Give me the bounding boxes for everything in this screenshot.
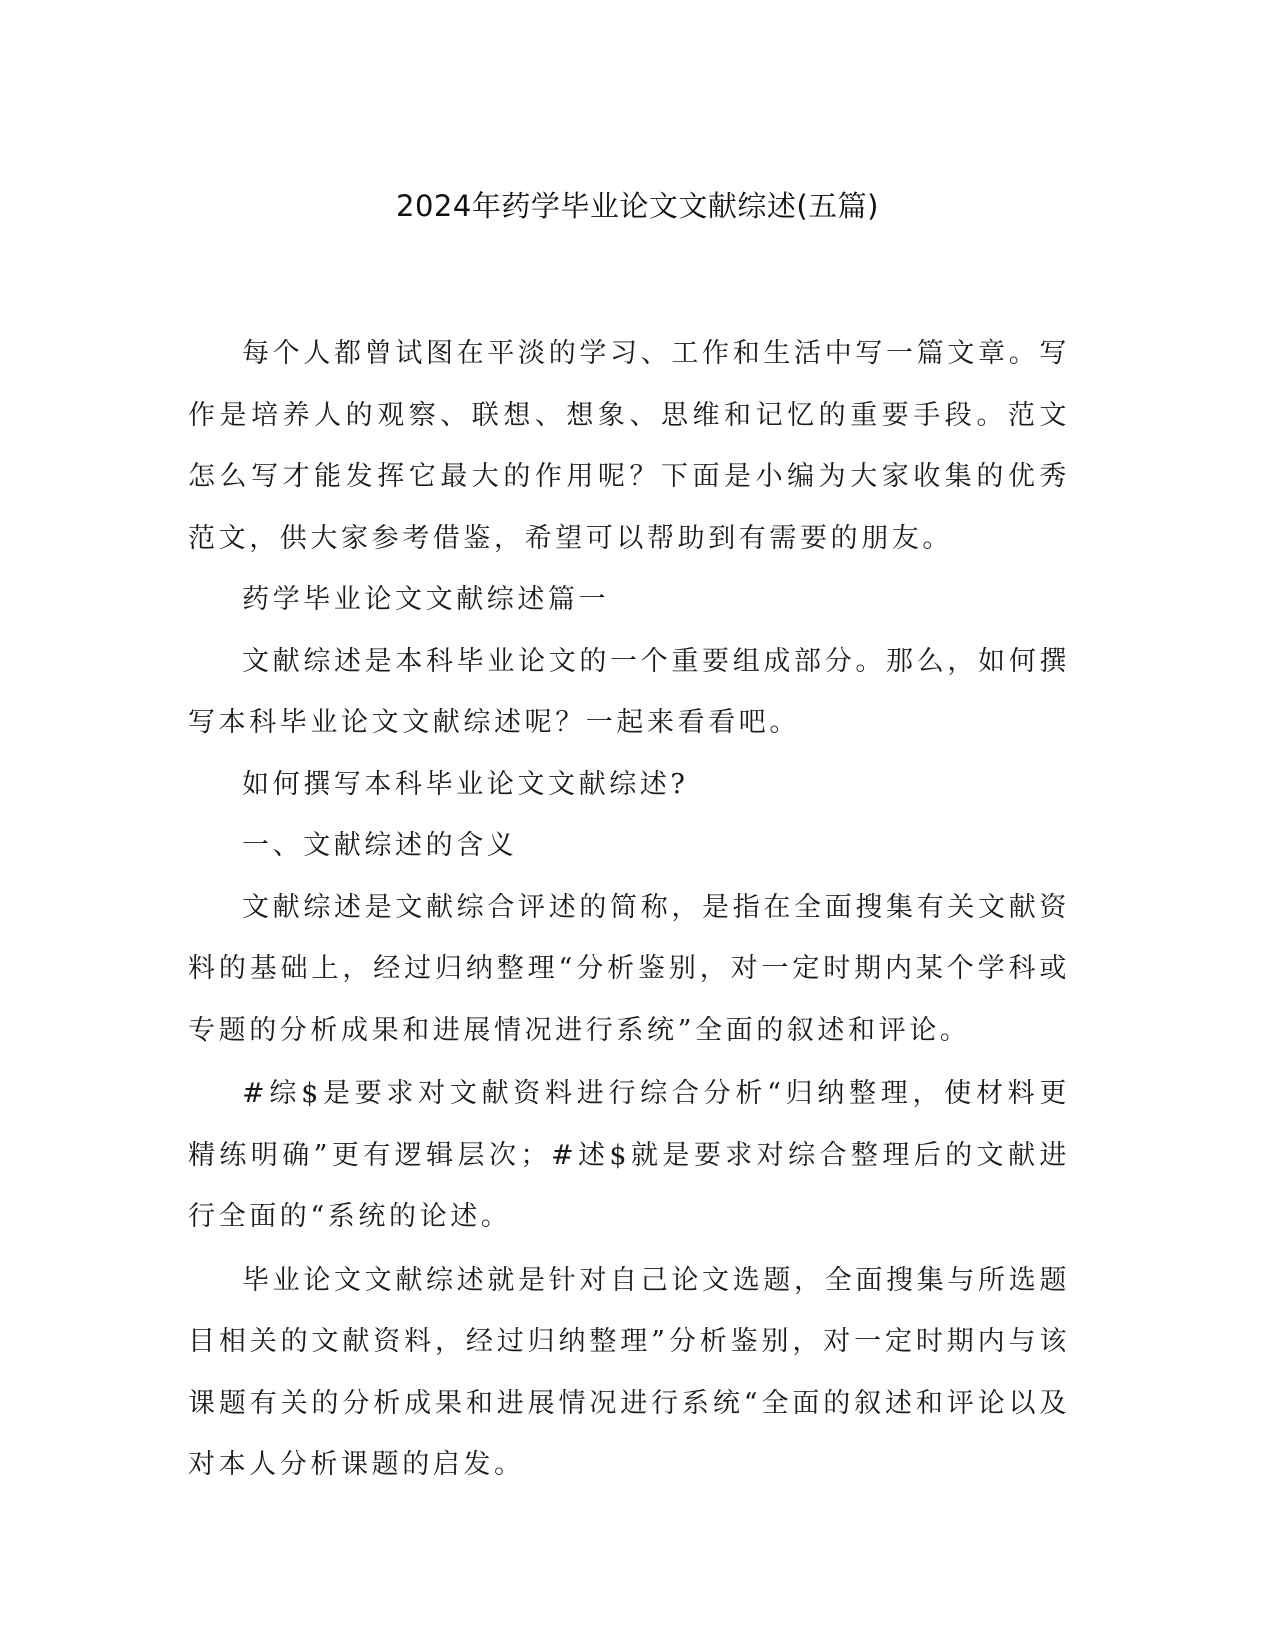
subheading-how-to-write: 如何撰写本科毕业论文文献综述?	[242, 768, 689, 800]
paragraph-definition: 文献综述是文献综合评述的简称，是指在全面搜集有关文献资料的基础上，经过归纳整理“分析鉴别，对一定时期内某个学科或专题的分析成果和进展情况进行系统”全面的叙述和评论。	[188, 891, 1070, 1046]
section-heading-article-one: 药学毕业论文文献综述篇一	[242, 584, 610, 615]
document-title: 2024年药学毕业论文文献综述(五篇)	[396, 189, 879, 223]
paragraph-thesis-review: 毕业论文文献综述就是针对自己论文选题，全面搜集与所选题目相关的文献资料，经过归纳整理”分析鉴别，对一定时期内与该课题有关的分析成果和进展情况进行系统“全面的叙述和评论以及对本人分析课题的启发。	[188, 1264, 1070, 1480]
document-body	[188, 323, 1070, 1496]
paragraph-literature-review-role: 文献综述是本科毕业论文的一个重要组成部分。那么，如何撰写本科毕业论文文献综述呢？一起来看看吧。	[188, 645, 1070, 738]
paragraph-zong-shu: #综$是要求对文献资料进行综合分析“归纳整理，使材料更精练明确”更有逻辑层次；#述$就是要求对综合整理后的文献进行全面的“系统的论述。	[188, 1078, 1070, 1232]
subheading-meaning: 一、文献综述的含义	[242, 830, 518, 861]
paragraph-intro: 每个人都曾试图在平淡的学习、工作和生活中写一篇文章。写作是培养人的观察、联想、想象、思维和记忆的重要手段。范文怎么写才能发挥它最大的作用呢？下面是小编为大家收集的优秀范文，供大家参考借鉴，希望可以帮助到有需要的朋友。	[188, 338, 1070, 554]
